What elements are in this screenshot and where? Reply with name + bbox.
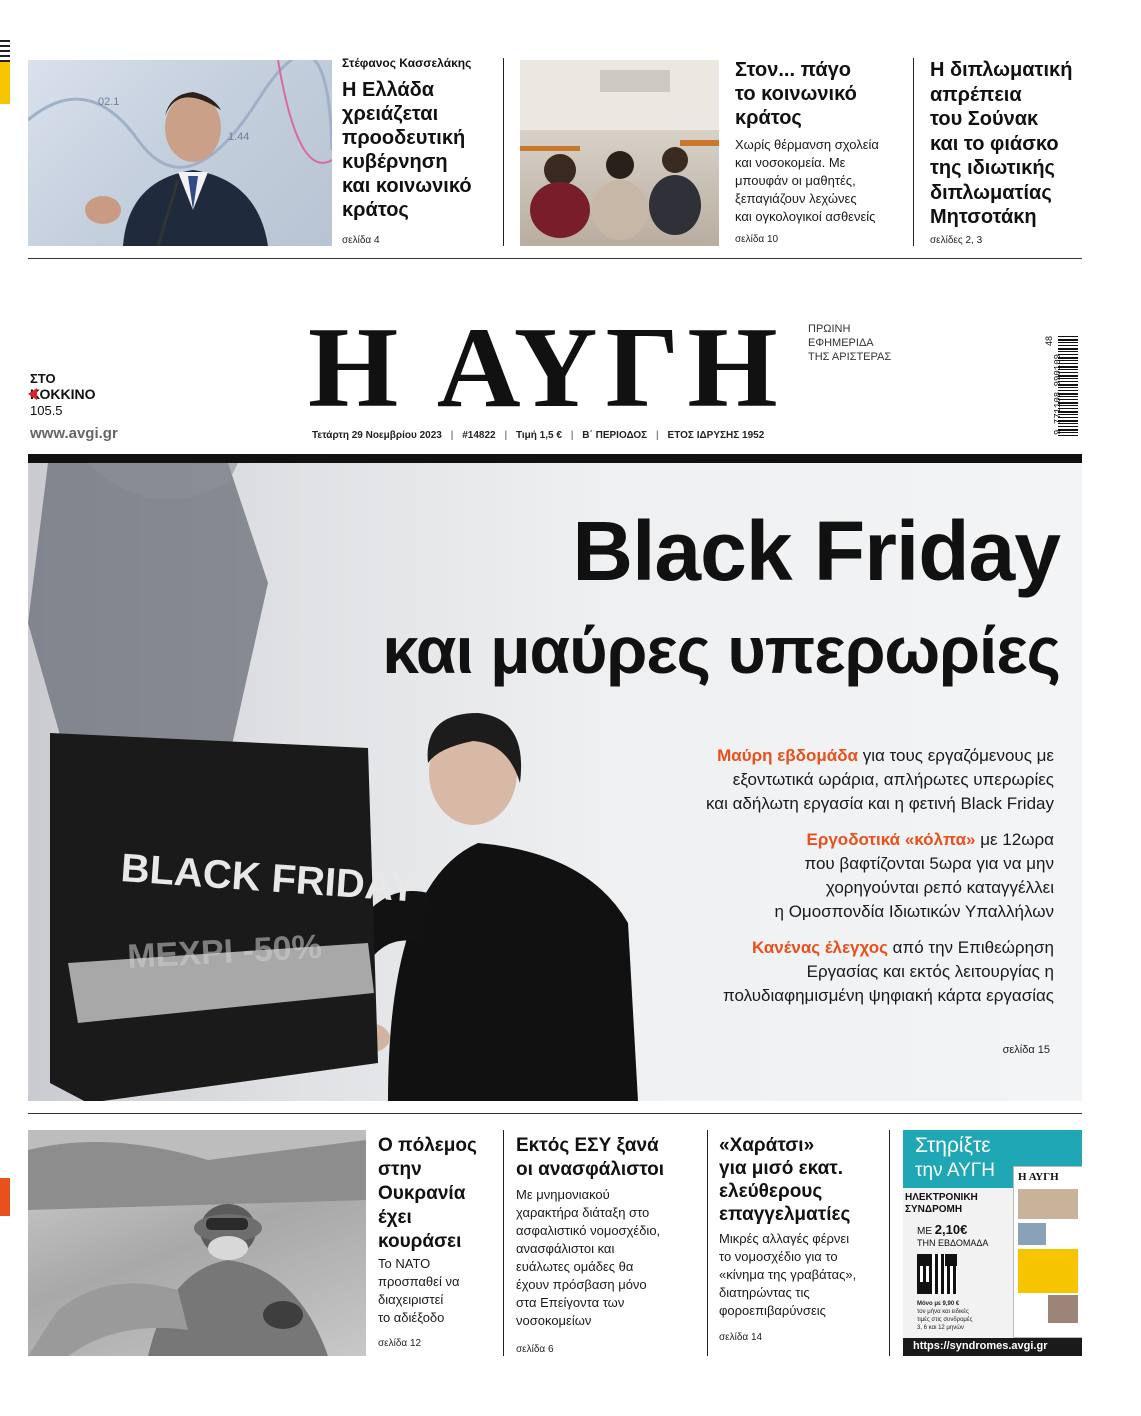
sub-line: φοροεπιβαρύνσεις: [719, 1303, 826, 1318]
headline-line: το κοινωνικό: [735, 83, 857, 105]
main-headline-line1: Black Friday: [572, 504, 1060, 598]
mini-yellow-block: [1018, 1249, 1078, 1293]
sub-line: διατηρώντας τις: [719, 1285, 810, 1300]
fine-print-line: 3, 6 και 12 μηνών: [917, 1325, 964, 1331]
issue-period: Β΄ ΠΕΡΙΟΔΟΣ: [582, 430, 648, 441]
qr-code-icon[interactable]: [917, 1254, 957, 1294]
main-bullets: [560, 744, 1054, 1008]
bullet-line: και αδήλωτη εργασία και η φετινή Black Friday: [705, 794, 1054, 813]
column-divider: [503, 1130, 504, 1356]
radio-line2-wrap: [30, 386, 140, 404]
headline-line: της ιδιωτικής: [930, 157, 1055, 179]
top-rule: [28, 258, 1082, 259]
separator: |: [450, 430, 454, 441]
headline-line: και κοινωνικό: [342, 175, 472, 197]
sub-line: στα Επείγοντα των: [516, 1295, 625, 1310]
separator: |: [504, 430, 508, 441]
column-divider: [707, 1130, 708, 1356]
sub-line: χαρακτήρα διάταξη στο: [516, 1205, 650, 1220]
svg-text:1.44: 1.44: [228, 131, 250, 143]
sub-line: το αδιέξοδο: [378, 1310, 445, 1325]
headline-line: απρέπεια: [930, 83, 1022, 106]
haratsi-page: σελίδα 14: [719, 1332, 763, 1343]
bullet-text: με 12ωρα: [975, 830, 1054, 849]
story3-headline: [930, 58, 1072, 230]
story2-headline: [735, 58, 857, 130]
headline-line: κράτος: [735, 107, 802, 129]
headline-line: στην: [378, 1159, 422, 1180]
haratsi-sub: [719, 1230, 856, 1320]
sub-line: ανασφάλιστοι και: [516, 1241, 615, 1256]
story1-page: σελίδα 4: [342, 235, 380, 246]
sub-line: νοσοκομείων: [516, 1313, 592, 1328]
main-story-page: σελίδα 15: [1002, 1044, 1050, 1056]
main-headline-line2: και μαύρες υπερωρίες: [382, 613, 1060, 687]
sub-line: Μικρές αλλαγές φέρνει: [719, 1231, 850, 1246]
ad-url[interactable]: https://syndromes.avgi.gr: [913, 1340, 1048, 1352]
barcode-issue: 48: [1044, 335, 1055, 347]
headline-line: για μισό εκατ.: [719, 1158, 844, 1179]
sub-line: Το ΝΑΤΟ: [378, 1256, 431, 1271]
headline-line: Στον... πάγο: [735, 59, 851, 81]
esy-headline: [516, 1134, 664, 1182]
bullet-first-line: [560, 744, 1054, 768]
masthead-title: Η ΑΥΓΗ: [308, 304, 786, 432]
bullet-text: για τους εργαζόμενους με: [858, 746, 1054, 765]
headline-line: Εκτός ΕΣΥ ξανά: [516, 1135, 659, 1156]
story2-page: σελίδα 10: [735, 234, 779, 245]
sub-line: διαχειριστεί: [378, 1292, 444, 1307]
edge-marker-yellow: [0, 62, 10, 104]
sub-line: έχουν πρόσβαση μόνο: [516, 1277, 647, 1292]
headline-line: Ουκρανία: [378, 1183, 466, 1204]
sign-text: BLACK FRIDAY: [119, 846, 419, 911]
headline-line: προοδευτική: [342, 127, 466, 149]
story1-kicker: Στέφανος Κασσελάκης: [342, 56, 472, 70]
ad-digital-line: ΣΥΝΔΡΟΜΗ: [905, 1204, 963, 1215]
radio-line1: ΣΤΟ: [30, 371, 56, 386]
ad-digital-line: ΗΛΕΚΤΡΟΝΙΚΗ: [905, 1192, 978, 1203]
haratsi-headline: [719, 1134, 850, 1226]
masthead-tagline: [808, 322, 891, 364]
sub-line: και ογκολογικοί ασθενείς: [735, 209, 876, 224]
kasselakis-photo: [28, 60, 332, 246]
esy-sub: [516, 1186, 660, 1330]
ad-line2-prefix: την: [915, 1160, 947, 1181]
ad-price-line: [917, 1222, 967, 1237]
radio-freq: 105.5: [30, 403, 63, 418]
bullet-line: χορηγούνται ρεπό καταγγέλλει: [825, 878, 1054, 897]
separator: |: [570, 430, 574, 441]
bullet-line: η Ομοσπονδία Ιδιωτικών Υπαλλήλων: [774, 902, 1054, 921]
bullet-line: Εργασίας και εκτός λειτουργίας η: [806, 962, 1054, 981]
column-divider: [913, 58, 914, 246]
headline-line: και το φιάσκο: [930, 132, 1059, 155]
bullet-line: εξοντωτικά ωράρια, απλήρωτες υπερωρίες: [732, 770, 1054, 789]
edge-marker-top: [0, 40, 10, 62]
headline-line: Η διπλωματική: [930, 59, 1073, 81]
headline-line: κράτος: [342, 199, 409, 221]
fine-print-line: τον μήνα και ειδικές: [917, 1309, 969, 1315]
sub-line: Με μνημονιακού: [516, 1187, 610, 1202]
column-divider: [503, 58, 504, 246]
bullet-text: από την Επιθεώρηση: [887, 938, 1054, 957]
sub-line: «κίνημα της γραβάτας»,: [719, 1267, 857, 1282]
headline-line: «Χαράτσι»: [719, 1135, 815, 1156]
bullet-1: [560, 744, 1054, 816]
mini-photo: [1018, 1189, 1078, 1219]
ukraine-headline: [378, 1134, 477, 1254]
bullet-line: πολυδιαφημισμένη ψηφιακή κάρτα εργασίας: [723, 986, 1054, 1005]
headline-line: Ο πόλεμος: [378, 1135, 477, 1156]
speaker-illustration: [28, 60, 332, 246]
separator: |: [655, 430, 659, 441]
mini-photo: [1018, 1223, 1046, 1245]
tagline-line: ΕΦΗΜΕΡΙΔΑ: [808, 337, 874, 349]
sub-line: το νομοσχέδιο για το: [719, 1249, 838, 1264]
headline-line: Η Ελλάδα: [342, 79, 435, 101]
ad-per: ΤΗΝ ΕΒΔΟΜΑΔΑ: [917, 1238, 989, 1248]
bottom-rule: [28, 1113, 1082, 1114]
headline-line: ελεύθερους: [719, 1181, 823, 1202]
headline-line: έχει: [378, 1207, 412, 1228]
mini-newspaper: [1013, 1166, 1082, 1338]
soldier-illustration: [28, 1130, 366, 1356]
headline-line: διπλωματίας: [930, 181, 1052, 204]
barcode: [1046, 336, 1082, 436]
ad-line2: [915, 1160, 995, 1182]
sub-line: ξεπαγιάζουν λεχώνες: [735, 191, 857, 206]
issue-price: Τιμή 1,5 €: [515, 430, 562, 441]
radio-arrow-icon: [28, 388, 37, 400]
sub-line: προσπαθεί να: [378, 1274, 460, 1289]
sub-line: και νοσοκομεία. Με: [735, 155, 846, 170]
ad-line1: Στηρίξτε: [915, 1134, 991, 1157]
sub-line: Χωρίς θέρμανση σχολεία: [735, 137, 879, 152]
classroom-illustration: [520, 60, 719, 246]
radio-line2: ΚΟΚΚΙΝΟ: [30, 386, 96, 402]
headline-line: οι ανασφάλιστοι: [516, 1159, 665, 1180]
headline-line: κυβέρνηση: [342, 151, 448, 173]
bullet-3: [560, 936, 1054, 1008]
bullet-line: που βαφτίζονται 5ωρα για να μην: [804, 854, 1054, 873]
svg-text:02.1: 02.1: [98, 96, 120, 108]
headline-line: Μητσοτάκη: [930, 206, 1037, 228]
mini-masthead: Η ΑΥΓΗ: [1018, 1171, 1059, 1183]
founded-year: ΕΤΟΣ ΙΔΡΥΣΗΣ 1952: [667, 430, 765, 441]
issue-info-bar: [312, 430, 764, 441]
sub-line: ασφαλιστικό νομοσχέδιο,: [516, 1223, 661, 1238]
headline-line: του Σούνακ: [930, 108, 1039, 130]
ad-brand: ΑΥΓΗ: [946, 1160, 995, 1181]
column-divider: [889, 1130, 890, 1356]
story3-page: σελίδες 2, 3: [930, 235, 983, 246]
bullet-first-line: [560, 936, 1054, 960]
subscription-ad[interactable]: [903, 1130, 1082, 1356]
ad-price: 2,10€: [934, 1222, 968, 1237]
website-link[interactable]: www.avgi.gr: [30, 425, 118, 442]
bullet-first-line: [560, 828, 1054, 852]
bullet-highlight: Εργοδοτικά «κόλπα»: [806, 830, 976, 849]
ad-url-bar[interactable]: [903, 1338, 1082, 1356]
story1-headline: [342, 78, 472, 222]
ad-digital-label: [905, 1192, 978, 1216]
sub-line: μπουφάν οι μαθητές,: [735, 173, 856, 188]
story2-sub: [735, 136, 879, 226]
ukraine-soldier-photo: [28, 1130, 366, 1356]
mini-photo: [1048, 1295, 1078, 1323]
headline-line: κουράσει: [378, 1231, 462, 1252]
barcode-number: 9 771108 990109: [1053, 353, 1063, 435]
sign-text-secondary: ΜΕΧΡΙ -50%: [126, 927, 323, 976]
headline-line: επαγγελματίες: [719, 1204, 851, 1225]
bullet-highlight: Κανένας έλεγχος: [751, 938, 888, 957]
bullet-2: [560, 828, 1054, 924]
ad-price-prefix: ΜΕ: [917, 1226, 935, 1237]
tagline-line: ΤΗΣ ΑΡΙΣΤΕΡΑΣ: [808, 351, 892, 363]
issue-number: #14822: [462, 430, 496, 441]
esy-page: σελίδα 6: [516, 1344, 554, 1355]
ukraine-page: σελίδα 12: [378, 1338, 422, 1349]
classroom-photo: [520, 60, 719, 246]
ad-fine-print: [917, 1300, 972, 1332]
edge-marker-orange: [0, 1178, 10, 1216]
fine-print-line: τιμές στις συνδρομές: [917, 1317, 973, 1323]
headline-line: χρειάζεται: [342, 103, 439, 125]
fine-print-line: Μόνο με 9,90 €: [917, 1301, 960, 1307]
radio-logo: [30, 372, 140, 418]
tagline-line: ΠΡΩΙΝΗ: [808, 323, 851, 335]
bullet-highlight: Μαύρη εβδομάδα: [717, 746, 858, 765]
issue-date: Τετάρτη 29 Νοεμβρίου 2023: [312, 430, 442, 441]
sub-line: ευάλωτες ομάδες θα: [516, 1259, 634, 1274]
main-story-topbar: [28, 454, 1082, 463]
ukraine-sub: [378, 1255, 459, 1327]
